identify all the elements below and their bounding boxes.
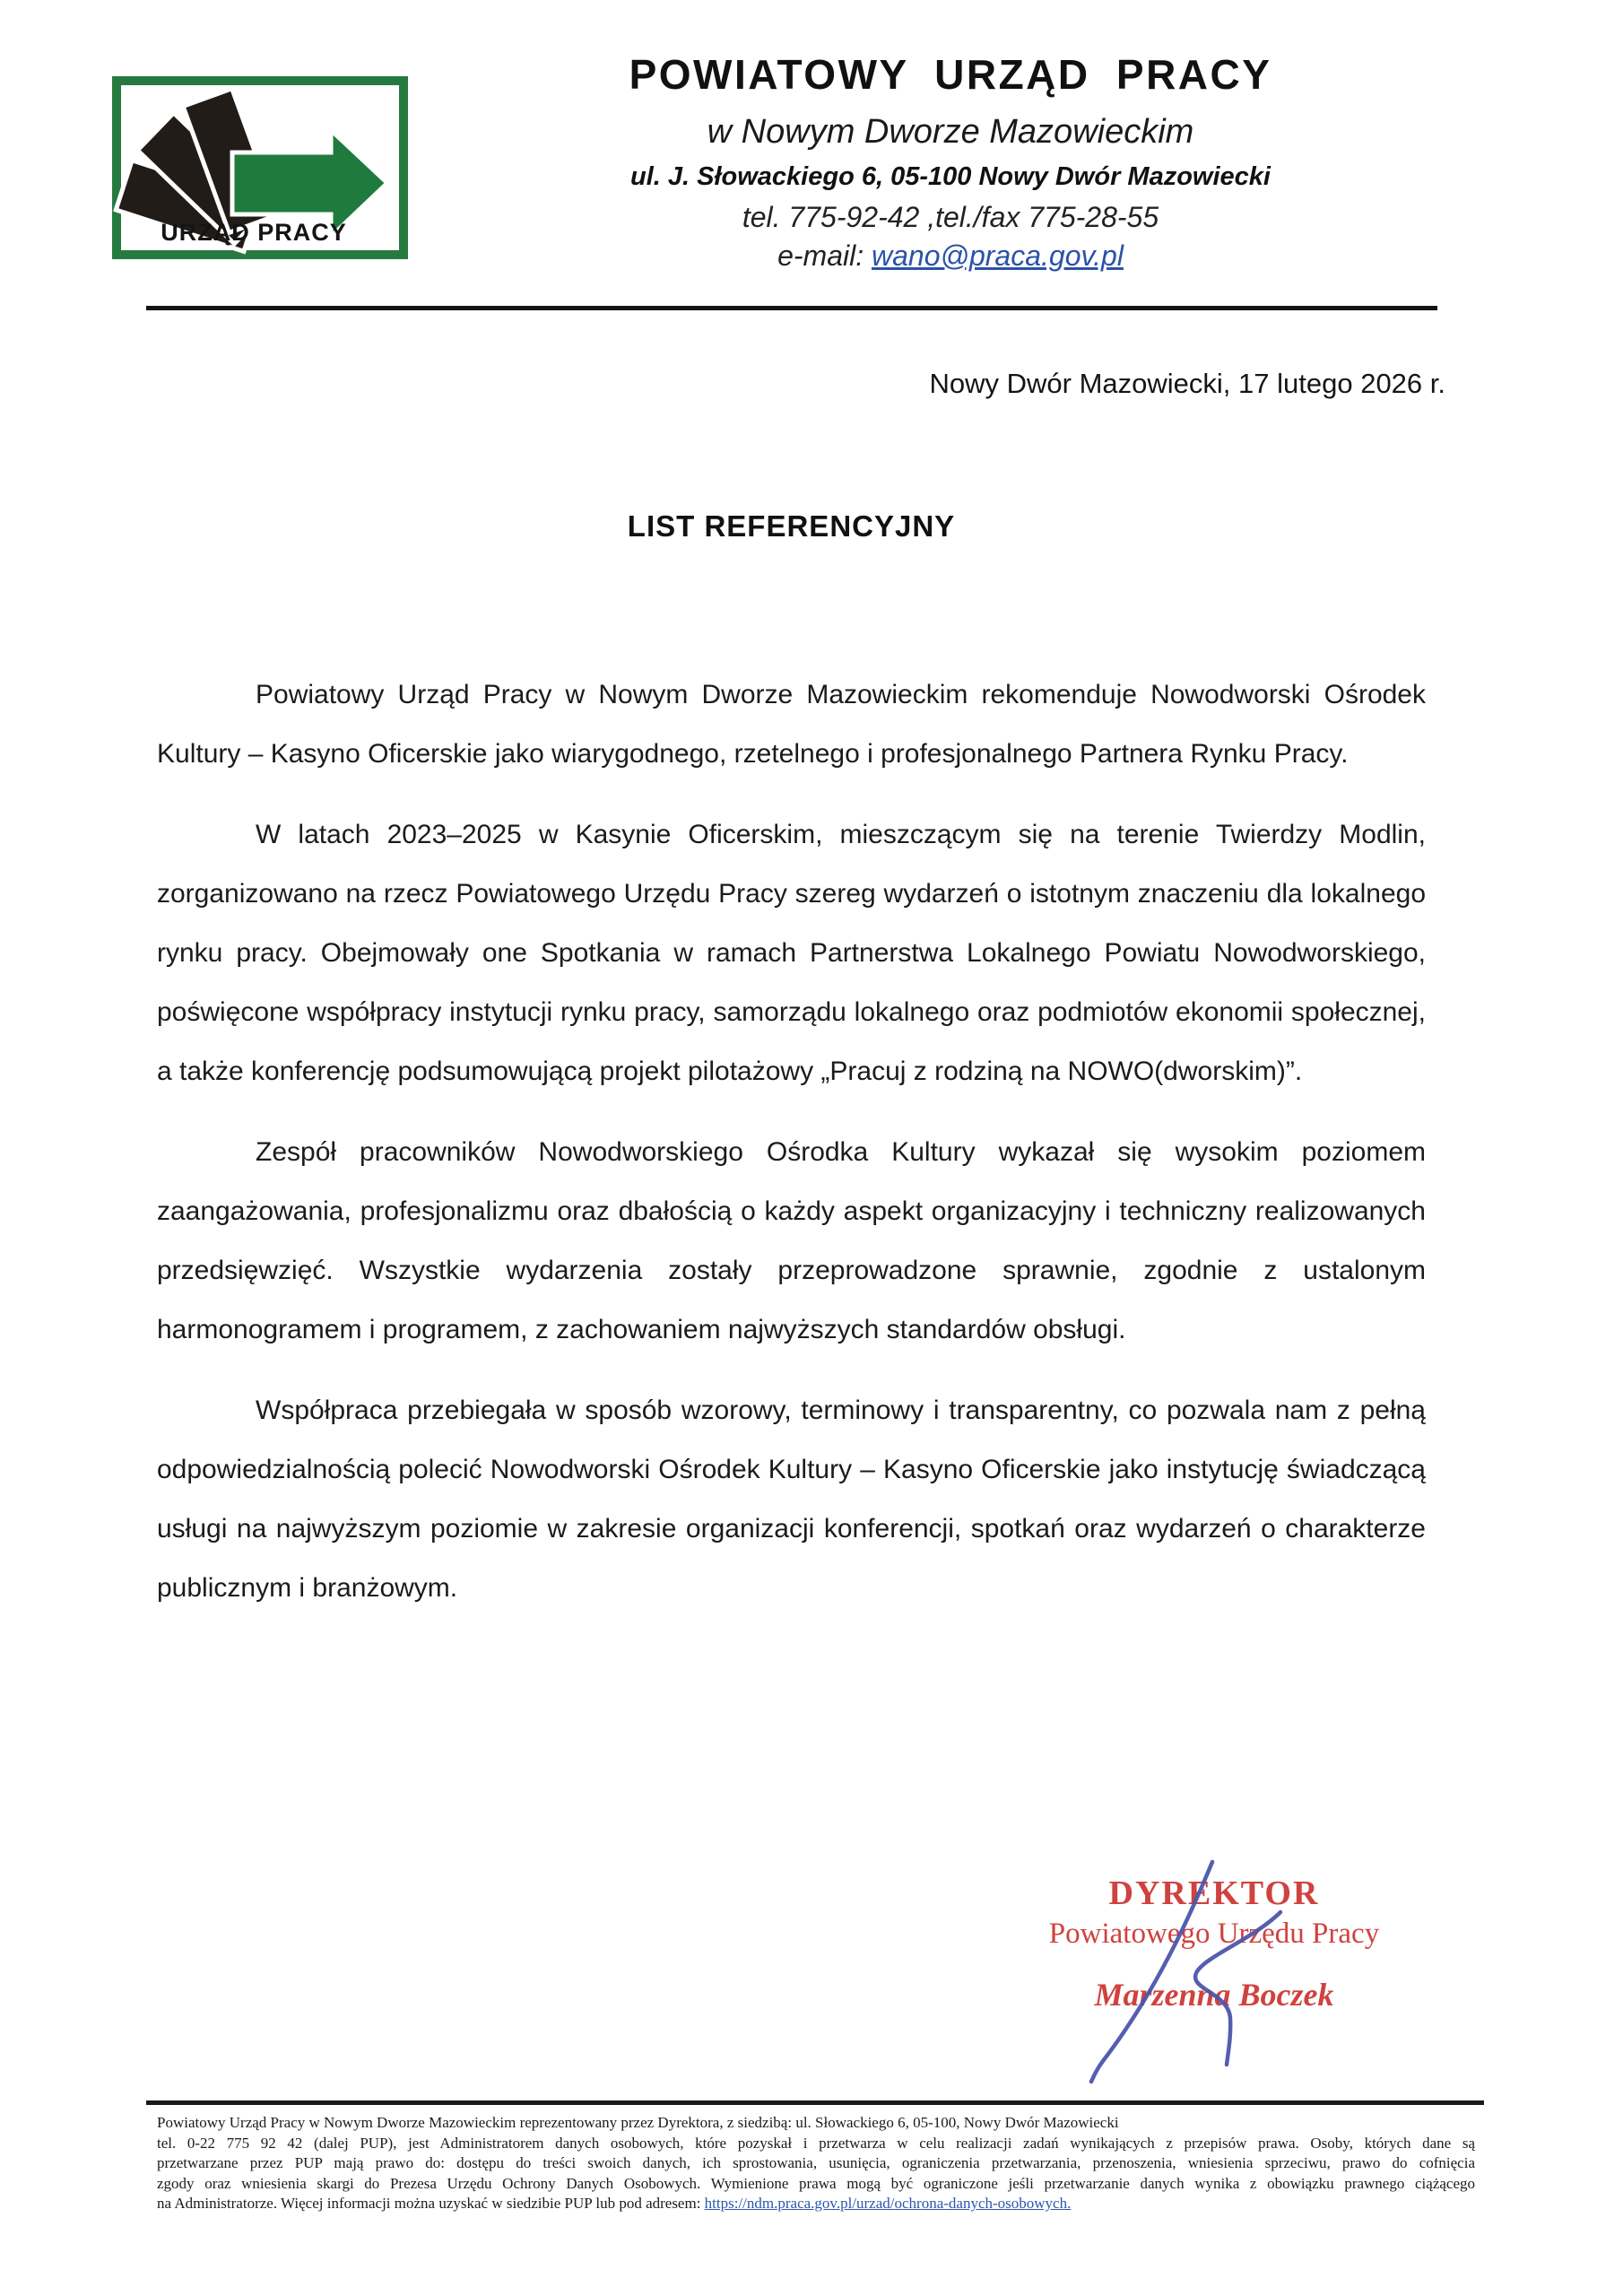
email-link[interactable]: wano@praca.gov.pl [871, 239, 1124, 272]
header-divider [146, 306, 1437, 310]
dateline: Nowy Dwór Mazowiecki, 17 lutego 2026 r. [929, 368, 1445, 399]
paragraph-cooperation: Współpraca przebiegała w sposób wzorowy, terminowy i transparentny, co pozwala nam z pełną odpowiedzialnością polecić Nowodworski Ośrodek Kultury – Kasyno Oficerskie jako instytucję świadczącą usługi na najwyższym poziomie w zakresie organizacji konferencji, spotkań oraz wydarzeń o charakterze publicznym i branżowym. [157, 1396, 1426, 1603]
footer-line: przetwarzane przez PUP mają prawo do: dostępu do treści swoich danych, ich sprostowania, usunięcia, ograniczenia przetwarzania, przenoszenia, wniesienia sprzeciwu, prawo do cofnięcia [157, 2154, 1475, 2171]
labor-office-logo-graphic [112, 76, 408, 259]
director-stamp [1017, 1874, 1411, 2013]
paragraph-recommendation: Powiatowy Urząd Pracy w Nowym Dworze Mazowieckim rekomenduje Nowodworski Ośrodek Kultury – Kasyno Oficerskie jako wiarygodnego, rzetelnego i profesjonalnego Partnera Rynku Pracy. [157, 680, 1426, 769]
footer-divider [146, 2100, 1484, 2105]
org-email-line [395, 238, 1506, 274]
org-address: ul. J. Słowackiego 6, 05-100 Nowy Dwór Mazowiecki [630, 162, 1271, 191]
stamp-role-title: DYREKTOR [1108, 1874, 1320, 1912]
org-name: POWIATOWY URZĄD PRACY [629, 51, 1272, 98]
footer-last-line [157, 2194, 1475, 2214]
labor-office-logo [112, 76, 408, 259]
stamp-signer-name: Marzenna Boczek [1094, 1977, 1334, 2013]
document-title: LIST REFERENCYJNY [627, 509, 956, 543]
org-phone: tel. 775-92-42 ,tel./fax 775-28-55 [742, 201, 1159, 233]
letter-body [157, 665, 1426, 1639]
footer-legal-text [157, 2113, 1475, 2214]
paragraph-team: Zespół pracowników Nowodworskiego Ośrodka Kultury wykazał się wysokim poziomem zaangażowania, profesjonalizmu oraz dbałością o każdy aspekt organizacyjny i techniczny realizowanych przedsięwzięć. Wszystkie wydarzenia zostały przeprowadzone sprawnie, zgodnie z ustalonym harmonogramem i programem, z zachowaniem najwyższych standardów obsługi. [157, 1137, 1426, 1344]
paragraph-events: W latach 2023–2025 w Kasynie Oficerskim, mieszczącym się na terenie Twierdzy Modlin, zorganizowano na rzecz Powiatowego Urzędu Pracy szereg wydarzeń o istotnym znaczeniu dla lokalnego rynku pracy. Obejmowały one Spotkania w ramach Partnerstwa Lokalnego Powiatu Nowodworskiego, poświęcone współpracy instytucji rynku pracy, samorządu lokalnego oraz podmiotów ekonomii społecznej, a także konferencję podsumowującą projekt pilotażowy „Pracuj z rodziną na NOWO(dworskim)”. [157, 820, 1426, 1086]
email-label: e-mail: [777, 239, 872, 272]
logo-caption: URZĄD PRACY [161, 219, 347, 246]
org-location: w Nowym Dworze Mazowieckim [707, 113, 1194, 151]
stamp-role-org: Powiatowego Urzędu Pracy [1048, 1918, 1380, 1950]
data-protection-link[interactable]: https://ndm.praca.gov.pl/urzad/ochrona-danych-osobowych. [704, 2195, 1072, 2212]
letterhead [395, 52, 1506, 274]
footer-link-prefix: na Administratorze. Więcej informacji można uzyskać w siedzibie PUP lub pod adresem: [157, 2195, 705, 2212]
footer-line: tel. 0-22 775 92 42 (dalej PUP), jest Administratorem danych osobowych, które pozyskał i przetwarza w celu realizacji zadań wynikających z przepisów prawa. Osoby, których dane są [157, 2134, 1475, 2152]
footer-line: zgody oraz wniesienia skargi do Prezesa Urzędu Ochrony Danych Osobowych. Wymienione prawa mogą być ograniczone jeśli przetwarzanie danych wynika z obowiązku prawnego ciążącego [157, 2174, 1475, 2192]
footer-line: Powiatowy Urząd Pracy w Nowym Dworze Mazowieckim reprezentowany przez Dyrektora, z siedzibą: ul. Słowackiego 6, 05-100, Nowy Dwór Mazowiecki [157, 2114, 1119, 2131]
